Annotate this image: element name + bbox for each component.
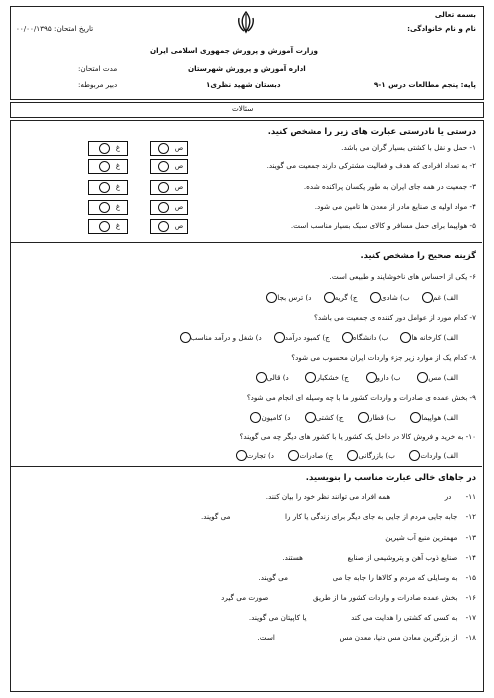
tf-true-cell[interactable] [150, 219, 188, 234]
question-number: ۱۴- [465, 553, 476, 562]
tf-false-cell[interactable] [88, 141, 128, 156]
mc-options-6 [263, 292, 458, 303]
fill-text: می گویند. [200, 512, 231, 521]
tf-question-2: ۲- به تعداد افرادی که هدف و فعالیت مشترکی دارند جمعیت می گویند. [266, 161, 476, 170]
fill-blank-18 [258, 633, 477, 642]
section1-title: درستی یا نادرستی عبارت های زیر را مشخص کنید. [267, 126, 476, 136]
radio-circle-icon[interactable] [366, 372, 377, 383]
mc-option[interactable]: ج) گریه [321, 293, 358, 302]
fill-text: به کسی که کشتی را هدایت می کند [351, 613, 458, 622]
duration-label: مدت امتحان: [78, 64, 118, 73]
radio-circle-icon[interactable] [266, 292, 277, 303]
teacher-label: دبیر مربوطه: [78, 80, 118, 89]
tf-question-4: ۴- مواد اولیه ی صنایع مادر از معدن ها تامین می شود. [314, 202, 476, 211]
basmala: بسمه تعالی [434, 10, 476, 19]
mc-question-9: ۹- بخش عمده ی صادرات و واردات کشور ما با چه وسیله ای انجام می شود؟ [246, 393, 476, 402]
mc-question-7: ۷- کدام مورد از عوامل دور کننده ی جمعیت می باشد؟ [314, 313, 476, 322]
true-label: ص [174, 162, 184, 170]
radio-circle-icon[interactable] [99, 221, 110, 232]
radio-circle-icon[interactable] [99, 161, 110, 172]
false-label: غ [115, 222, 121, 230]
fill-text: از بزرگترین معادن مس دنیا، معدن مس [339, 633, 458, 642]
fill-blank-13 [333, 533, 476, 542]
question-number: ۱۵- [465, 573, 476, 582]
radio-circle-icon[interactable] [410, 412, 421, 423]
section2-title: گزینه صحیح را مشخص کنید. [360, 250, 476, 260]
mc-option[interactable]: د) تجارت [233, 451, 274, 460]
fill-text: در [444, 492, 452, 501]
mc-options-7 [177, 332, 458, 343]
tf-true-cell[interactable] [150, 180, 188, 195]
mc-option[interactable]: الف) کارخانه ها [397, 333, 458, 342]
fill-text: همه افراد می توانند نظر خود را بیان کنند. [265, 492, 391, 501]
questions-header: سئالات [232, 104, 254, 113]
mc-option[interactable]: د) کامیون [247, 413, 290, 422]
mc-option[interactable]: ب) قطار [355, 413, 396, 422]
radio-circle-icon[interactable] [409, 450, 420, 461]
question-number: ۱۳- [465, 533, 476, 542]
mc-option[interactable]: د) قالی [253, 373, 289, 382]
iran-emblem-icon [235, 10, 257, 34]
false-label: غ [115, 144, 121, 152]
fill-text: مهمترین منبع آب شیرین [385, 533, 458, 542]
fill-text: جابه جایی مردم از جایی به جای دیگر برای زندگی یا کار را [285, 512, 458, 521]
mc-option[interactable]: ب) دارو [363, 373, 401, 382]
fill-text: هستند. [282, 553, 303, 562]
radio-circle-icon[interactable] [236, 450, 247, 461]
exam-date: تاریخ امتحان: ۰۰/۰۰/۱۳۹۵ [16, 24, 94, 33]
radio-circle-icon[interactable] [274, 332, 285, 343]
radio-circle-icon[interactable] [99, 202, 110, 213]
fill-text: یا کاپیتان می گویند. [248, 613, 307, 622]
mc-options-10 [233, 450, 458, 461]
radio-circle-icon[interactable] [158, 161, 169, 172]
section3-title: در جاهای خالی عبارت مناسب را بنویسید. [305, 472, 476, 482]
fill-blank-16 [221, 593, 476, 602]
mc-question-8: ۸- کدام یک از موارد زیر جزء واردات ایران محسوب می شود؟ [291, 353, 476, 362]
question-number: ۱۷- [465, 613, 476, 622]
tf-question-1: ۱- حمل و نقل با کشتی بسیار گران می باشد. [341, 143, 476, 152]
false-label: غ [115, 203, 121, 211]
radio-circle-icon[interactable] [99, 182, 110, 193]
fill-text: بخش عمده صادرات و واردات کشور ما از طریق [313, 593, 458, 602]
mc-option[interactable]: الف) واردات [406, 451, 458, 460]
fill-text: صنایع ذوب آهن و پتروشیمی از صنایع [347, 553, 458, 562]
radio-circle-icon[interactable] [324, 292, 335, 303]
tf-true-cell[interactable] [150, 141, 188, 156]
mc-question-6: ۶- یکی از احساس های ناخوشایند و طبیعی است. [329, 272, 476, 281]
question-number: ۱۱- [465, 492, 476, 501]
fill-text: می گویند. [258, 573, 288, 582]
mc-option[interactable]: الف) غم [419, 293, 458, 302]
exam-page [10, 6, 484, 692]
school-name: دبستان شهید نظری۱ [206, 80, 281, 89]
divider [10, 466, 482, 467]
true-label: ص [174, 203, 184, 211]
radio-circle-icon[interactable] [99, 143, 110, 154]
fill-text: صورت می گیرد [221, 593, 269, 602]
radio-circle-icon[interactable] [158, 221, 169, 232]
radio-circle-icon[interactable] [158, 143, 169, 154]
tf-question-3: ۳- جمعیت در همه جای ایران به طور یکسان پراکنده شده. [303, 182, 476, 191]
mc-option[interactable]: ب) شادی [367, 293, 410, 302]
mc-options-8 [253, 372, 458, 383]
fill-blank-14 [282, 553, 476, 562]
mc-question-10: ۱۰- به خرید و فروش کالا در داخل یک کشور یا با کشور های دیگر چه می گویند؟ [239, 432, 476, 441]
true-label: ص [174, 222, 184, 230]
radio-circle-icon[interactable] [305, 372, 316, 383]
department-name: اداره آموزش و پرورش شهرستان [188, 64, 306, 73]
fill-text: است. [257, 633, 275, 642]
mc-option[interactable]: ج) صادرات [285, 451, 332, 460]
radio-circle-icon[interactable] [305, 412, 316, 423]
radio-circle-icon[interactable] [158, 182, 169, 193]
tf-false-cell[interactable] [88, 180, 128, 195]
radio-circle-icon[interactable] [288, 450, 299, 461]
radio-circle-icon[interactable] [417, 372, 428, 383]
tf-false-cell[interactable] [88, 200, 128, 215]
mc-option[interactable]: د) شغل و درآمد مناسب [177, 333, 262, 342]
question-number: ۱۸- [465, 633, 476, 642]
mc-option[interactable]: ب) دانشگاه [339, 333, 388, 342]
radio-circle-icon[interactable] [370, 292, 381, 303]
radio-circle-icon[interactable] [250, 412, 261, 423]
name-label: نام و نام خانوادگی: [407, 24, 476, 33]
mc-options-9 [247, 412, 458, 423]
tf-question-5: ۵- هواپیما برای حمل مسافر و کالای سبک بسیار مناسب است. [290, 221, 476, 230]
fill-text: به وسایلی که مردم و کالاها را جابه جا می [332, 573, 458, 582]
mc-option[interactable]: الف) مس [414, 373, 458, 382]
fill-blank-17 [249, 613, 476, 622]
true-label: ص [174, 144, 184, 152]
fill-blank-12 [201, 512, 476, 521]
fill-blank-15 [258, 573, 476, 582]
mc-option[interactable]: د) ترس بجا [263, 293, 311, 302]
radio-circle-icon[interactable] [256, 372, 267, 383]
question-number: ۱۶- [465, 593, 476, 602]
radio-circle-icon[interactable] [347, 450, 358, 461]
question-number: ۱۲- [465, 512, 476, 521]
radio-circle-icon[interactable] [158, 202, 169, 213]
fill-blank-11 [266, 492, 476, 501]
tf-false-cell[interactable] [88, 219, 128, 234]
false-label: غ [115, 162, 121, 170]
mc-option[interactable]: ج) کشتی [302, 413, 344, 422]
true-label: ص [174, 183, 184, 191]
tf-false-cell[interactable] [88, 159, 128, 174]
tf-true-cell[interactable] [150, 200, 188, 215]
tf-true-cell[interactable] [150, 159, 188, 174]
radio-circle-icon[interactable] [180, 332, 191, 343]
grade-line: پایه: پنجم مطالعات درس ۱-۹ [373, 80, 476, 89]
mc-option[interactable]: الف) هواپیما [407, 413, 458, 422]
ministry-name: وزارت آموزش و پرورش جمهوری اسلامی ایران [150, 46, 318, 55]
mc-option[interactable]: ج) کمبود درآمد [271, 333, 330, 342]
radio-circle-icon[interactable] [400, 332, 411, 343]
radio-circle-icon[interactable] [358, 412, 369, 423]
divider [10, 242, 482, 243]
radio-circle-icon[interactable] [342, 332, 353, 343]
mc-option[interactable]: ج) خشکبار [302, 373, 348, 382]
false-label: غ [115, 183, 121, 191]
radio-circle-icon[interactable] [422, 292, 433, 303]
mc-option[interactable]: ب) بازرگانی [344, 451, 395, 460]
